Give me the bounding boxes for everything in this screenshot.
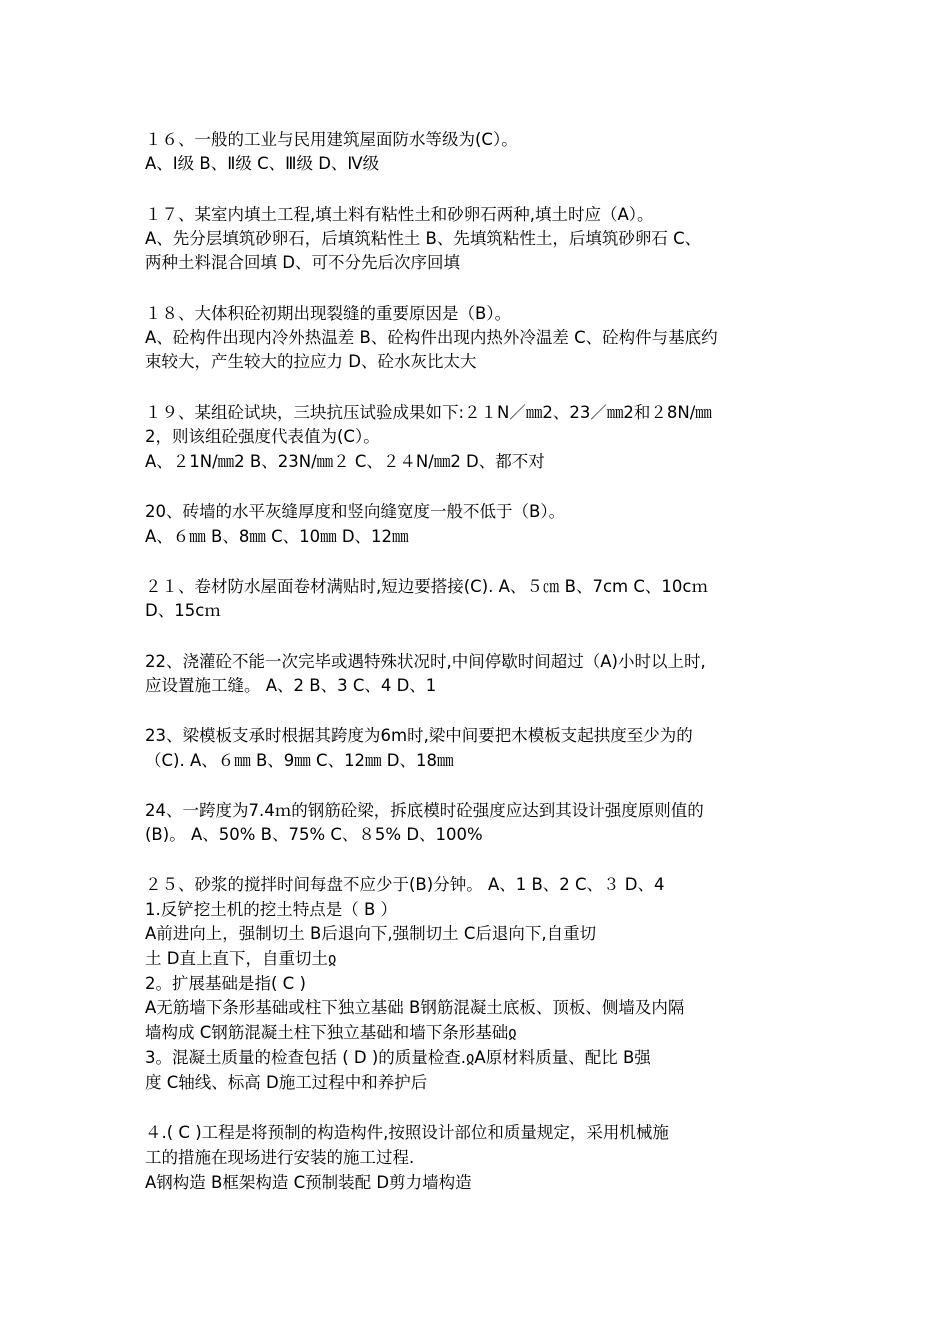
question-3-line-1: 3。混凝土质量的检查包括 ( D )的质量检查.ჲA原材料质量、配比 B强 (145, 1048, 651, 1067)
question-25-line: ２５、砂浆的搅拌时间每盘不应少于(B)分钟。 A、1 B、2 C、３ D、4 (145, 875, 665, 894)
question-16-options: A、Ⅰ级 B、Ⅱ级 C、Ⅲ级 D、Ⅳ级 (145, 154, 380, 173)
question-2-options-line-2: 墙构成 C钢筋混凝土柱下独立基础和墙下条形基础ჲ (145, 1023, 517, 1042)
question-16-stem: １６、一般的工业与民用建筑屋面防水等级为(C）。 (145, 130, 518, 149)
question-24-line-1: 24、一跨度为7.4ｍ的钢筋砼梁，拆底模时砼强度应达到其设计强度原则值的 (145, 801, 704, 820)
question-4-stem-line-1: ４.( C )工程是将预制的构造构件,按照设计部位和质量规定，采用机械施 (145, 1123, 669, 1142)
question-3-line-2: 度 C轴线、标高 D施工过程中和养护后 (145, 1073, 428, 1092)
question-1-stem: 1.反铲挖土机的挖土特点是（ B ） (145, 900, 398, 919)
question-1-options-line-2: 土 D直上直下，自重切土ჲ (145, 949, 337, 968)
question-1-options-line-1: A前进向上，强制切土 B后退向下,强制切土 C后退向下,自重切 (145, 924, 597, 943)
question-20-options: A、６㎜ B、8㎜ C、10㎜ D、12㎜ (145, 527, 409, 546)
question-17-options-line-2: 两种土料混合回填 D、可不分先后次序回填 (145, 253, 460, 272)
question-19-stem-line-2: 2，则该组砼强度代表值为(C）。 (145, 427, 380, 446)
question-2-stem: 2。扩展基础是指( C ) (145, 974, 306, 993)
question-23-line-1: 23、梁模板支承时根据其跨度为6m时,梁中间要把木模板支起拱度至少为的 (145, 726, 693, 745)
question-19-stem-line-1: １９、某组砼试块，三块抗压试验成果如下:２１N／㎜2、23／㎜2和２8N/㎜ (145, 403, 712, 422)
question-22-line-1: 22、浇灌砼不能一次完毕或遇特殊状况时,中间停歇时间超过（A)小时以上时, (145, 652, 706, 671)
question-20-stem: 20、砖墙的水平灰缝厚度和竖向缝宽度一般不低于（B）。 (145, 502, 566, 521)
question-22-line-2: 应设置施工缝。 A、2 B、3 C、4 D、1 (145, 676, 437, 695)
question-19-options: A、２1N/㎜2 B、23N/㎜２ C、２４N/㎜2 D、都不对 (145, 452, 545, 471)
question-4-stem-line-2: 工的措施在现场进行安装的施工过程. (145, 1148, 415, 1167)
question-21-line-1: ２１、卷材防水屋面卷材满贴时,短边要搭接(C). A、５㎝ B、7cm C、10cｍ (145, 577, 708, 596)
question-18-stem: １８、大体积砼初期出现裂缝的重要原因是（B）。 (145, 304, 512, 323)
question-18-options-line-2: 束较大，产生较大的拉应力 D、砼水灰比太大 (145, 352, 477, 371)
question-23-line-2: （C). A、６㎜ B、9㎜ C、12㎜ D、18㎜ (145, 751, 454, 770)
question-2-options-line-1: A无筋墙下条形基础或柱下独立基础 B钢筋混凝土底板、顶板、侧墙及内隔 (145, 998, 685, 1017)
question-17-options-line-1: A、先分层填筑砂卵石，后填筑粘性土 B、先填筑粘性土，后填筑砂卵石 C、 (145, 229, 702, 248)
question-24-line-2: (B)。 A、50% B、75% C、８5% D、100% (145, 825, 483, 844)
question-21-line-2: D、15cｍ (145, 601, 221, 620)
question-17-stem: １７、某室内填土工程,填土料有粘性土和砂卵石两种,填土时应（A）。 (145, 205, 654, 224)
question-18-options-line-1: A、砼构件出现内冷外热温差 B、砼构件出现内热外冷温差 C、砼构件与基底约 (145, 328, 718, 347)
question-4-options: A钢构造 B框架构造 C预制装配 D剪力墙构造 (145, 1173, 472, 1192)
